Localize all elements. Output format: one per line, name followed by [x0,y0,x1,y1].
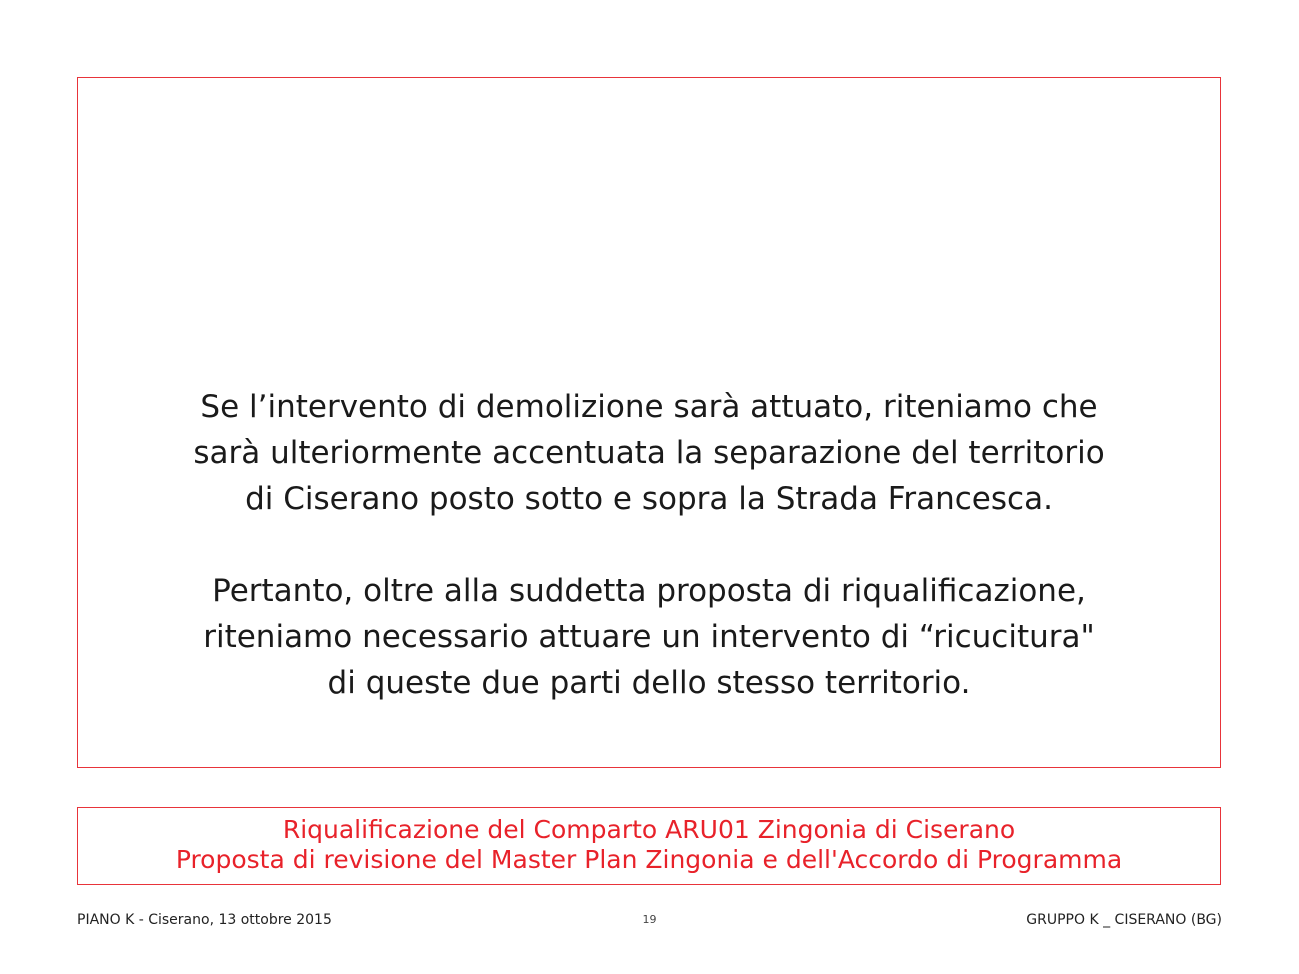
project-title: Riqualificazione del Comparto ARU01 Zingonia di Ciserano [282,815,1016,844]
page-number: 19 [642,913,657,926]
project-subtitle: Proposta di revisione del Master Plan Zingonia e dell'Accordo di Programma [175,845,1123,874]
footer-event: PIANO K - Ciserano, 13 ottobre 2015 [77,912,332,928]
paragraph-line: Se l’intervento di demolizione sarà attuato, riteniamo che [200,389,1098,425]
paragraph-1 [78,384,1220,522]
project-title-box [77,807,1221,885]
paragraph-line: Pertanto, oltre alla suddetta proposta di riqualificazione, [212,573,1086,609]
paragraph-line: di queste due parti dello stesso territorio. [327,665,971,701]
main-text [78,384,1220,706]
paragraph-line: riteniamo necessario attuare un intervento di “ricucitura" [203,619,1095,655]
paragraph-2 [78,568,1220,706]
paragraph-line: sarà ulteriormente accentuata la separazione del territorio [193,435,1105,471]
footer-group: GRUPPO K _ CISERANO (BG) [1026,912,1222,928]
main-content-box [77,77,1221,768]
paragraph-line: di Ciserano posto sotto e sopra la Strada Francesca. [245,481,1053,517]
